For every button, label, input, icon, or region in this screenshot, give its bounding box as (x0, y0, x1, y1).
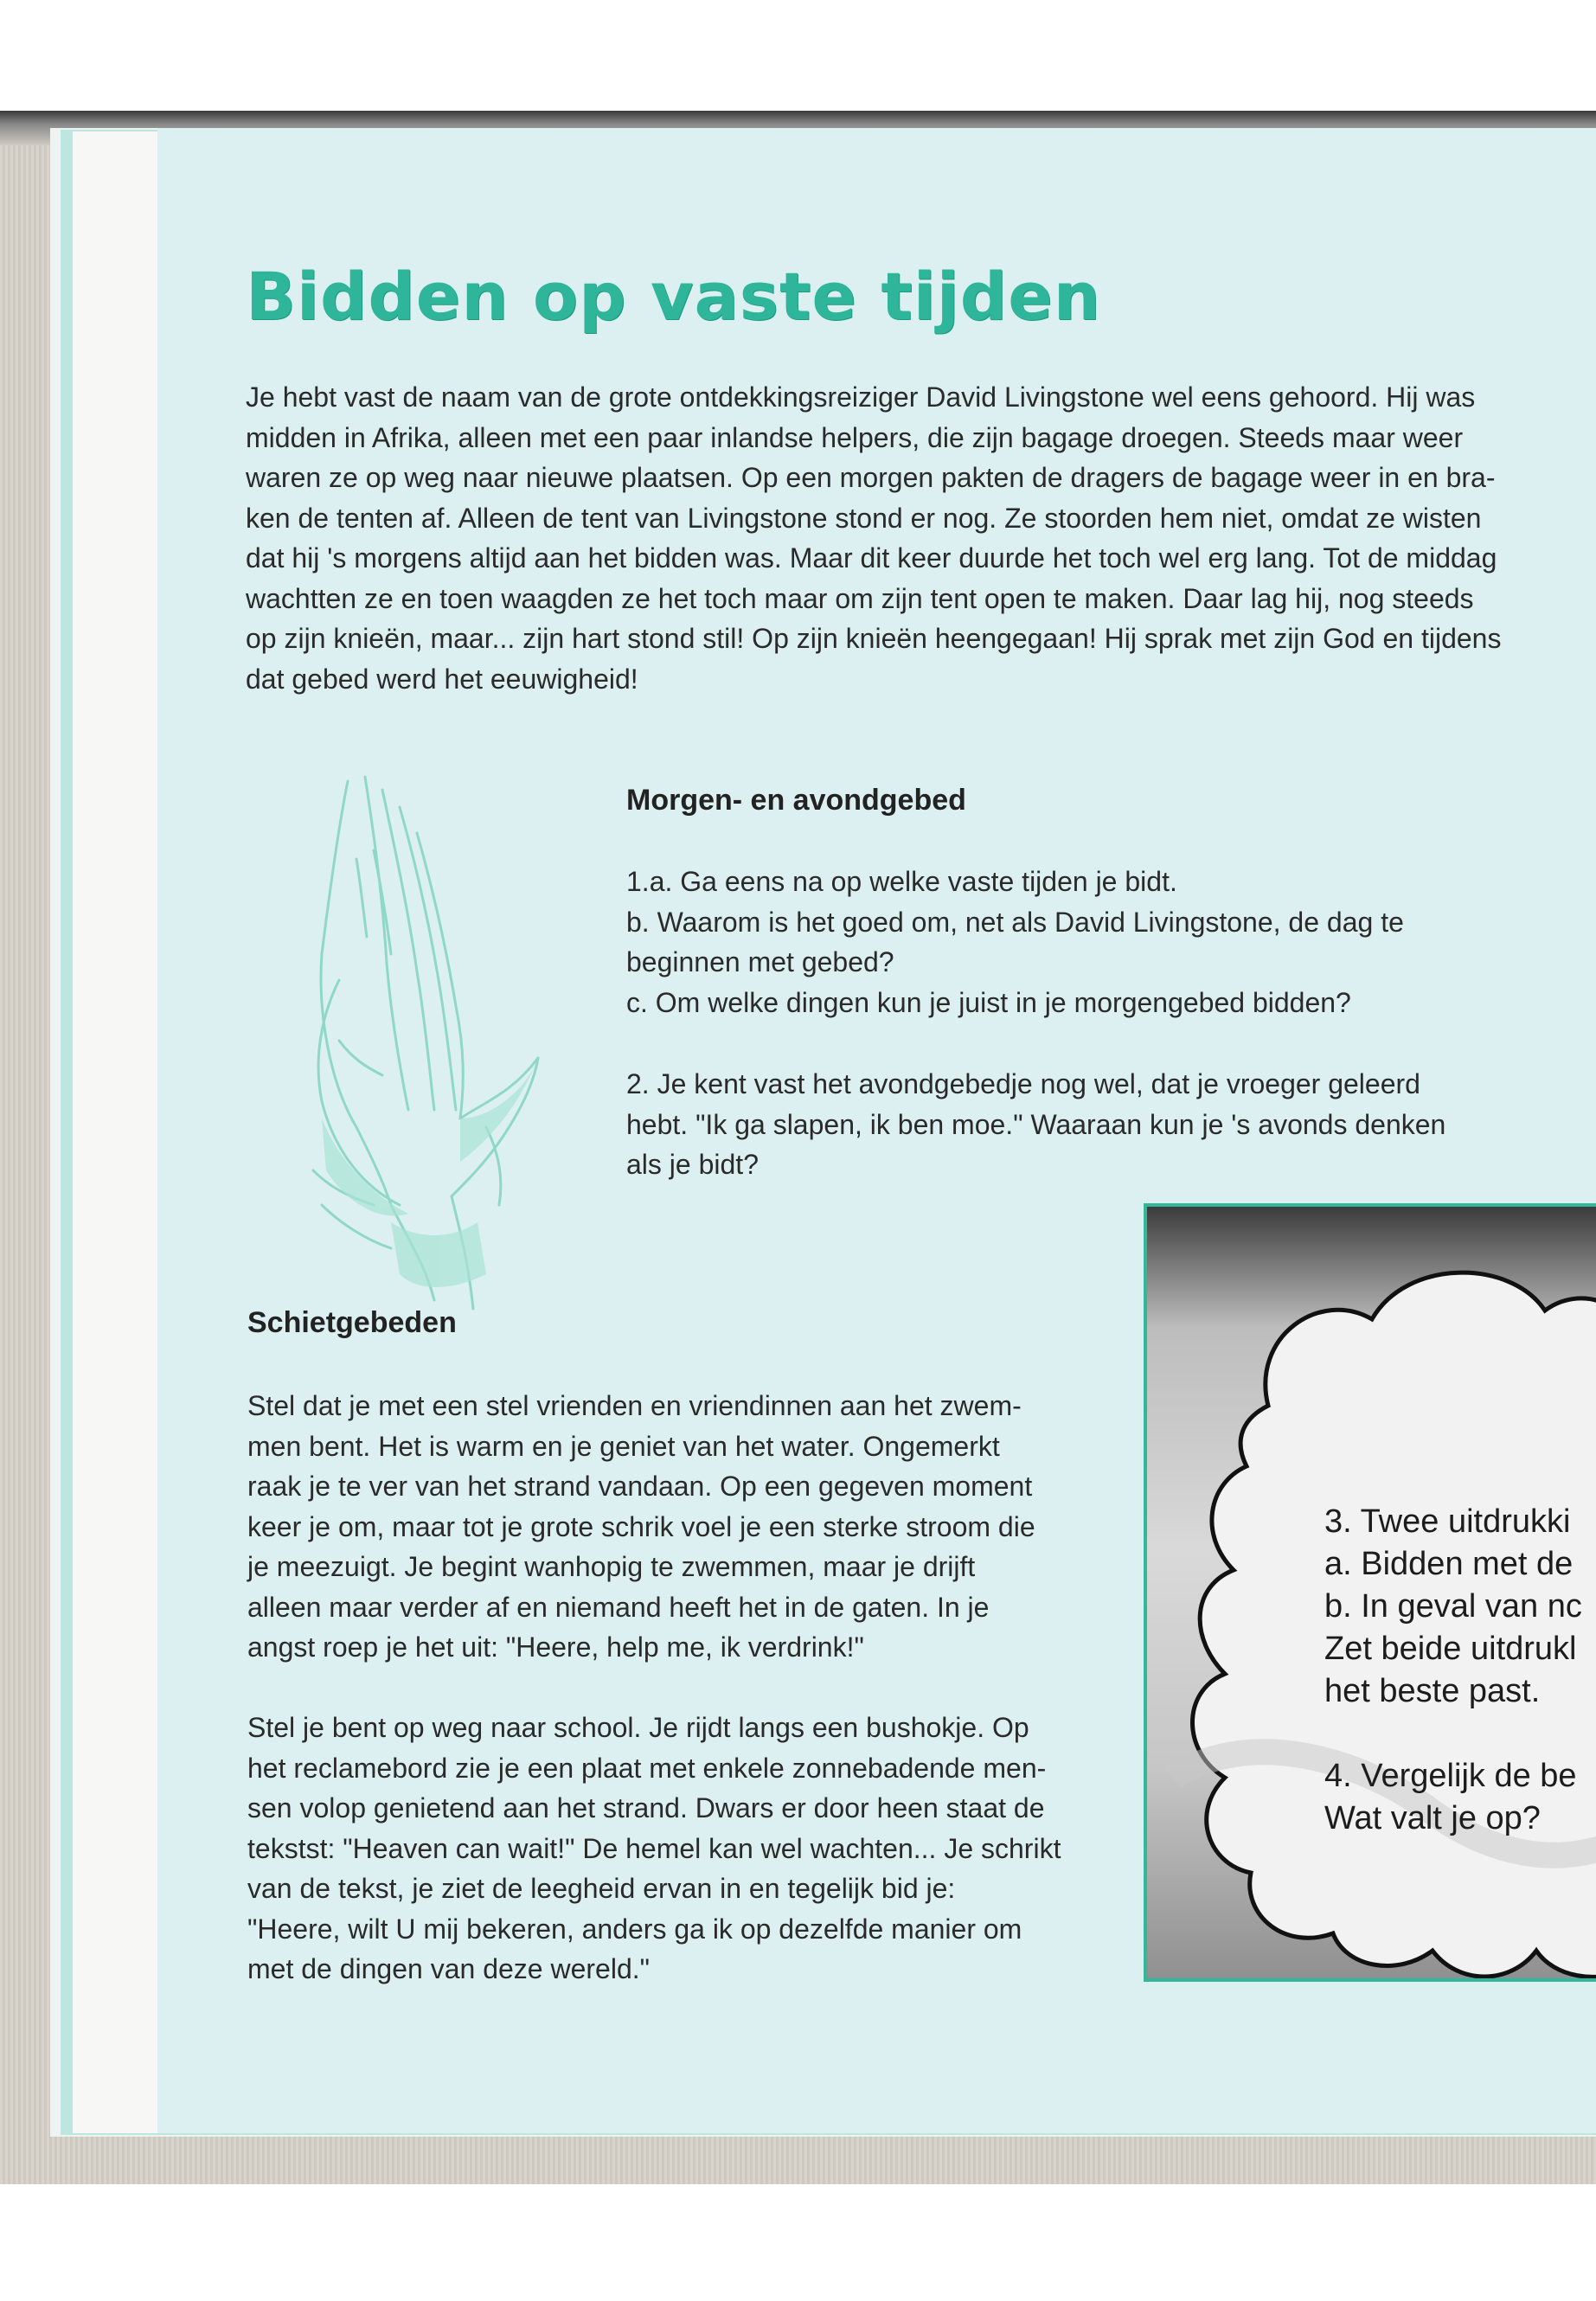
intro-line: midden in Afrika, alleen met een paar inlandse helpers, die zijn bagage droegen. Steeds maar weer (246, 421, 1464, 453)
paragraph-line: van de tekst, je ziet de leegheid ervan in en tegelijk bid je: (247, 1873, 956, 1904)
paragraph-line: angst roep je het uit: "Heere, help me, ik verdrink!" (247, 1631, 864, 1663)
question-line: b. Waarom is het goed om, net als David Livingstone, de dag te (626, 906, 1404, 938)
paragraph-line: met de dingen van deze wereld." (247, 1953, 650, 1984)
question-line: 2. Je kent vast het avondgebedje nog wel, dat je vroeger geleerd (626, 1068, 1420, 1099)
cloud-line: Wat valt je op? (1324, 1800, 1541, 1836)
paragraph-line: Stel je bent op weg naar school. Je rijdt langs een bushokje. Op (247, 1712, 1029, 1743)
cloud-line: a. Bidden met de (1324, 1546, 1574, 1582)
intro-line: wachtten ze en toen waagden ze het toch maar om zijn tent open te maken. Daar lag hij, nog steeds (246, 582, 1474, 614)
question-line: beginnen met gebed? (626, 946, 894, 977)
cloud-line: b. In geval van nc (1324, 1588, 1582, 1625)
cloud-text (1324, 1501, 1582, 1840)
paragraph-line: alleen maar verder af en niemand heeft het in de gaten. In je (247, 1591, 990, 1623)
cloud-line: 4. Vergelijk de be (1324, 1758, 1577, 1794)
paragraph-line: "Heere, wilt U mij bekeren, anders ga ik op dezelfde manier om (247, 1913, 1022, 1945)
scan-bottom-margin (0, 2184, 1596, 2301)
section-heading-morgen: Morgen- en avondgebed (626, 784, 966, 817)
paragraph-line: Stel dat je met een stel vrienden en vriendinnen aan het zwem- (247, 1390, 1022, 1421)
intro-line: dat gebed werd het eeuwigheid! (246, 663, 638, 695)
paragraph-line: je meezuigt. Je begint wanhopig te zwemmen, maar je drijft (247, 1551, 976, 1582)
cloud-line: het beste past. (1324, 1673, 1541, 1709)
question-line: 1.a. Ga eens na op welke vaste tijden je bidt. (626, 866, 1177, 897)
paragraph-line: raak je te ver van het strand vandaan. Op een gegeven moment (247, 1471, 1033, 1502)
paragraph-line: sen volop genietend aan het strand. Dwars er door heen staat de (247, 1792, 1045, 1823)
paragraph-line: keer je om, maar tot je grote schrik voel je een sterke stroom die (247, 1510, 1035, 1542)
paragraph-line: tekstst: "Heaven can wait!" De hemel kan wel wachten... Je schrikt (247, 1832, 1061, 1864)
question-line: c. Om welke dingen kun je juist in je morgengebed bidden? (626, 986, 1351, 1018)
intro-line: Je hebt vast de naam van de grote ontdekkingsreiziger David Livingstone wel eens gehoord. Hij was (246, 381, 1476, 413)
intro-line: ken de tenten af. Alleen de tent van Livingstone stond er nog. Ze stoorden hem niet, omdat ze wisten (246, 502, 1482, 534)
question-line: als je bidt? (626, 1149, 759, 1180)
intro-line: op zijn knieën, maar... zijn hart stond stil! Op zijn knieën heengegaan! Hij sprak met zijn God en tijdens (246, 623, 1502, 654)
intro-line: waren ze op weg naar nieuwe plaatsen. Op een morgen pakten de dragers de bagage weer in en bra- (246, 462, 1496, 493)
morgen-question-2 (626, 1064, 1445, 1185)
section-heading-schiet: Schietgebeden (247, 1306, 457, 1339)
praying-hands-icon (287, 755, 547, 1317)
cloud-spacer (1324, 1713, 1582, 1755)
book-page (157, 128, 1596, 2133)
schiet-paragraph-2 (247, 1708, 1061, 1990)
scan-top-margin (0, 0, 1596, 112)
intro-paragraph (246, 377, 1596, 699)
intro-line: dat hij 's morgens altijd aan het bidden was. Maar dit keer duurde het toch wel erg lang. Tot de middag (246, 542, 1497, 574)
morgen-question-1 (626, 862, 1404, 1022)
question-line: hebt. "Ik ga slapen, ik ben moe." Waaraan kun je 's avonds denken (626, 1108, 1446, 1140)
paragraph-line: men bent. Het is warm en je geniet van het water. Ongemerkt (247, 1430, 1000, 1462)
cloud-line: Zet beide uitdrukl (1324, 1631, 1577, 1667)
page-title: Bidden op vaste tijden (246, 258, 1101, 335)
photo-box (1144, 1203, 1596, 1982)
cloud-line: 3. Twee uitdrukki (1324, 1503, 1571, 1540)
schiet-paragraph-1 (247, 1386, 1035, 1668)
paragraph-line: het reclamebord zie je een plaat met enkele zonnebadende men- (247, 1752, 1047, 1784)
